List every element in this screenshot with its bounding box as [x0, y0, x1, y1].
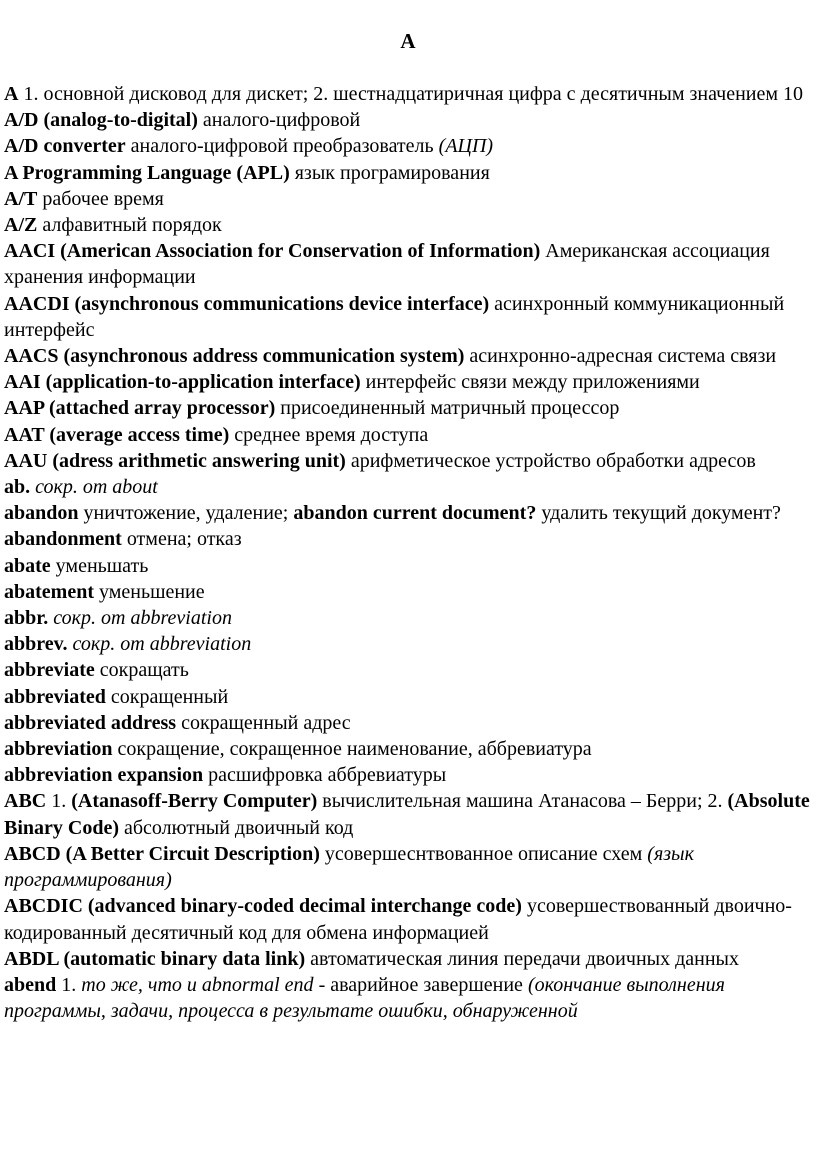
entry-definition: абсолютный двоичный код [119, 816, 354, 839]
dictionary-entry [4, 238, 814, 290]
entry-definition: аналого-цифровой преобразователь [125, 135, 439, 158]
entry-note: сокр. от about [35, 476, 158, 499]
entry-term: AACDI (asynchronous communications device interface) [4, 292, 490, 315]
entry-term: (Atanasoff-Berry Computer) [71, 790, 318, 813]
entry-term: A/Z [4, 214, 38, 237]
dictionary-entry [4, 657, 814, 683]
entry-term: abate [4, 554, 51, 577]
entry-definition: присоединенный матричный процессор [275, 397, 620, 420]
entry-definition: сокращенный [105, 685, 229, 708]
dictionary-entry [4, 133, 814, 159]
dictionary-entry [4, 160, 814, 186]
entry-term: abatement [4, 580, 94, 603]
entry-term: abbrev. [4, 633, 68, 656]
entry-term: abbreviation [4, 738, 113, 761]
entry-note: сокр. от abbreviation [53, 607, 232, 630]
entry-term: A/D converter [4, 135, 126, 158]
entry-definition: асинхронно-адресная система связи [464, 345, 777, 368]
dictionary-entries [4, 81, 814, 1024]
entry-term: A/D (analog-to-digital) [4, 109, 198, 132]
dictionary-entry [4, 212, 814, 238]
dictionary-entry [4, 841, 814, 893]
entry-term: ABCDIC (advanced binary-coded decimal interchange code) [4, 895, 522, 918]
entry-term: A [4, 83, 19, 105]
entry-definition: сокращать [94, 659, 189, 682]
entry-term: abandonment [4, 528, 122, 551]
dictionary-entry [4, 500, 814, 526]
entry-definition: 1. [56, 973, 82, 996]
entry-definition: - аварийное завершение [313, 973, 528, 996]
entry-term: ABDL (automatic binary data link) [4, 947, 306, 970]
entry-term: (Absolute Binary Code) [4, 790, 810, 839]
dictionary-entry [4, 893, 814, 945]
entry-note: то же, что и abnormal end [81, 973, 314, 996]
entry-definition: уменьшение [93, 580, 205, 603]
entry-term: A Programming Language (APL) [4, 161, 290, 184]
entry-definition: уменьшать [50, 554, 149, 577]
entry-term: ab. [4, 476, 31, 499]
entry-definition: алфавитный порядок [37, 214, 222, 237]
entry-definition: усовершествованный двоично-кодированный десятичный код для обмена информацией [4, 895, 792, 944]
entry-note: (язык программирования) [4, 842, 694, 892]
entry-definition: арифметическое устройство обработки адресов [345, 449, 756, 472]
entry-definition: уничтожение, удаление; [78, 502, 294, 525]
entry-term: abandon current document? [293, 502, 537, 525]
entry-note: (окончание выполнения программы, задачи, процесса в результате ошибки, обнаруженной [4, 973, 725, 1023]
entry-term: abbr. [4, 607, 49, 630]
dictionary-entry [4, 605, 814, 631]
dictionary-entry [4, 553, 814, 579]
entry-term: AAI (application-to-application interface) [4, 371, 361, 394]
entry-definition: рабочее время [37, 187, 164, 210]
dictionary-entry [4, 710, 814, 736]
dictionary-entry [4, 631, 814, 657]
entry-note: (АЦП) [438, 135, 494, 158]
entry-definition: расшифровка аббревиатуры [203, 764, 447, 787]
dictionary-entry [4, 186, 814, 212]
entry-term: abbreviated [4, 685, 106, 708]
dictionary-entry [4, 762, 814, 788]
entry-definition: автоматическая линия передачи двоичных данных [305, 947, 739, 970]
entry-definition: среднее время доступа [229, 423, 429, 446]
entry-note: сокр. от abbreviation [72, 633, 252, 656]
entry-definition: интерфейс связи между приложениями [360, 371, 700, 394]
entry-term: AAP (attached array processor) [4, 397, 276, 420]
entry-definition: удалить текущий документ? [536, 502, 781, 525]
entry-definition: отмена; отказ [121, 528, 242, 551]
entry-term: AAU (adress arithmetic answering unit) [4, 449, 346, 472]
entry-definition: сокращенный адрес [176, 711, 351, 734]
entry-definition: Американская ассоциация хранения информации [4, 240, 770, 289]
entry-definition: усовершеснтвованное описание схем [319, 842, 648, 865]
entry-term: abandon [4, 502, 79, 525]
entry-term: A/T [4, 187, 38, 210]
dictionary-entry [4, 946, 814, 972]
dictionary-entry [4, 788, 814, 840]
dictionary-entry [4, 81, 814, 107]
entry-definition: язык програмирования [289, 161, 490, 184]
dictionary-entry [4, 343, 814, 369]
dictionary-entry [4, 395, 814, 421]
entry-term: abend [4, 973, 57, 996]
dictionary-entry [4, 579, 814, 605]
dictionary-entry [4, 736, 814, 762]
dictionary-entry [4, 107, 814, 133]
entry-definition: 1. основной дисковод для дискет; 2. шестнадцатиричная цифра с десятичным значением 10 [18, 83, 804, 105]
dictionary-entry [4, 422, 814, 448]
entry-term: abbreviated address [4, 711, 177, 734]
entry-term: abbreviate [4, 659, 95, 682]
entry-term: ABCD (A Better Circuit Description) [4, 842, 320, 865]
entry-definition: сокращение, сокращенное наименование, аббревиатура [112, 738, 592, 761]
entry-definition: аналого-цифровой [197, 109, 361, 132]
entry-definition: 1. [46, 790, 72, 813]
entry-term: ABC [4, 790, 47, 813]
dictionary-entry [4, 291, 814, 343]
dictionary-entry [4, 526, 814, 552]
entry-term: AAT (average access time) [4, 423, 230, 446]
entry-definition: асинхронный коммуникационный интерфейс [4, 292, 785, 341]
section-letter-heading: A [400, 29, 416, 53]
dictionary-entry [4, 474, 814, 500]
dictionary-entry [4, 448, 814, 474]
dictionary-entry [4, 369, 814, 395]
entry-term: abbreviation expansion [4, 764, 204, 787]
dictionary-entry [4, 972, 814, 1024]
entry-term: AACS (asynchronous address communication system) [4, 345, 465, 368]
entry-term: AACI (American Association for Conservation of Information) [4, 240, 541, 263]
entry-definition: вычислительная машина Атанасова – Берри; 2. [317, 790, 728, 813]
dictionary-entry [4, 684, 814, 710]
